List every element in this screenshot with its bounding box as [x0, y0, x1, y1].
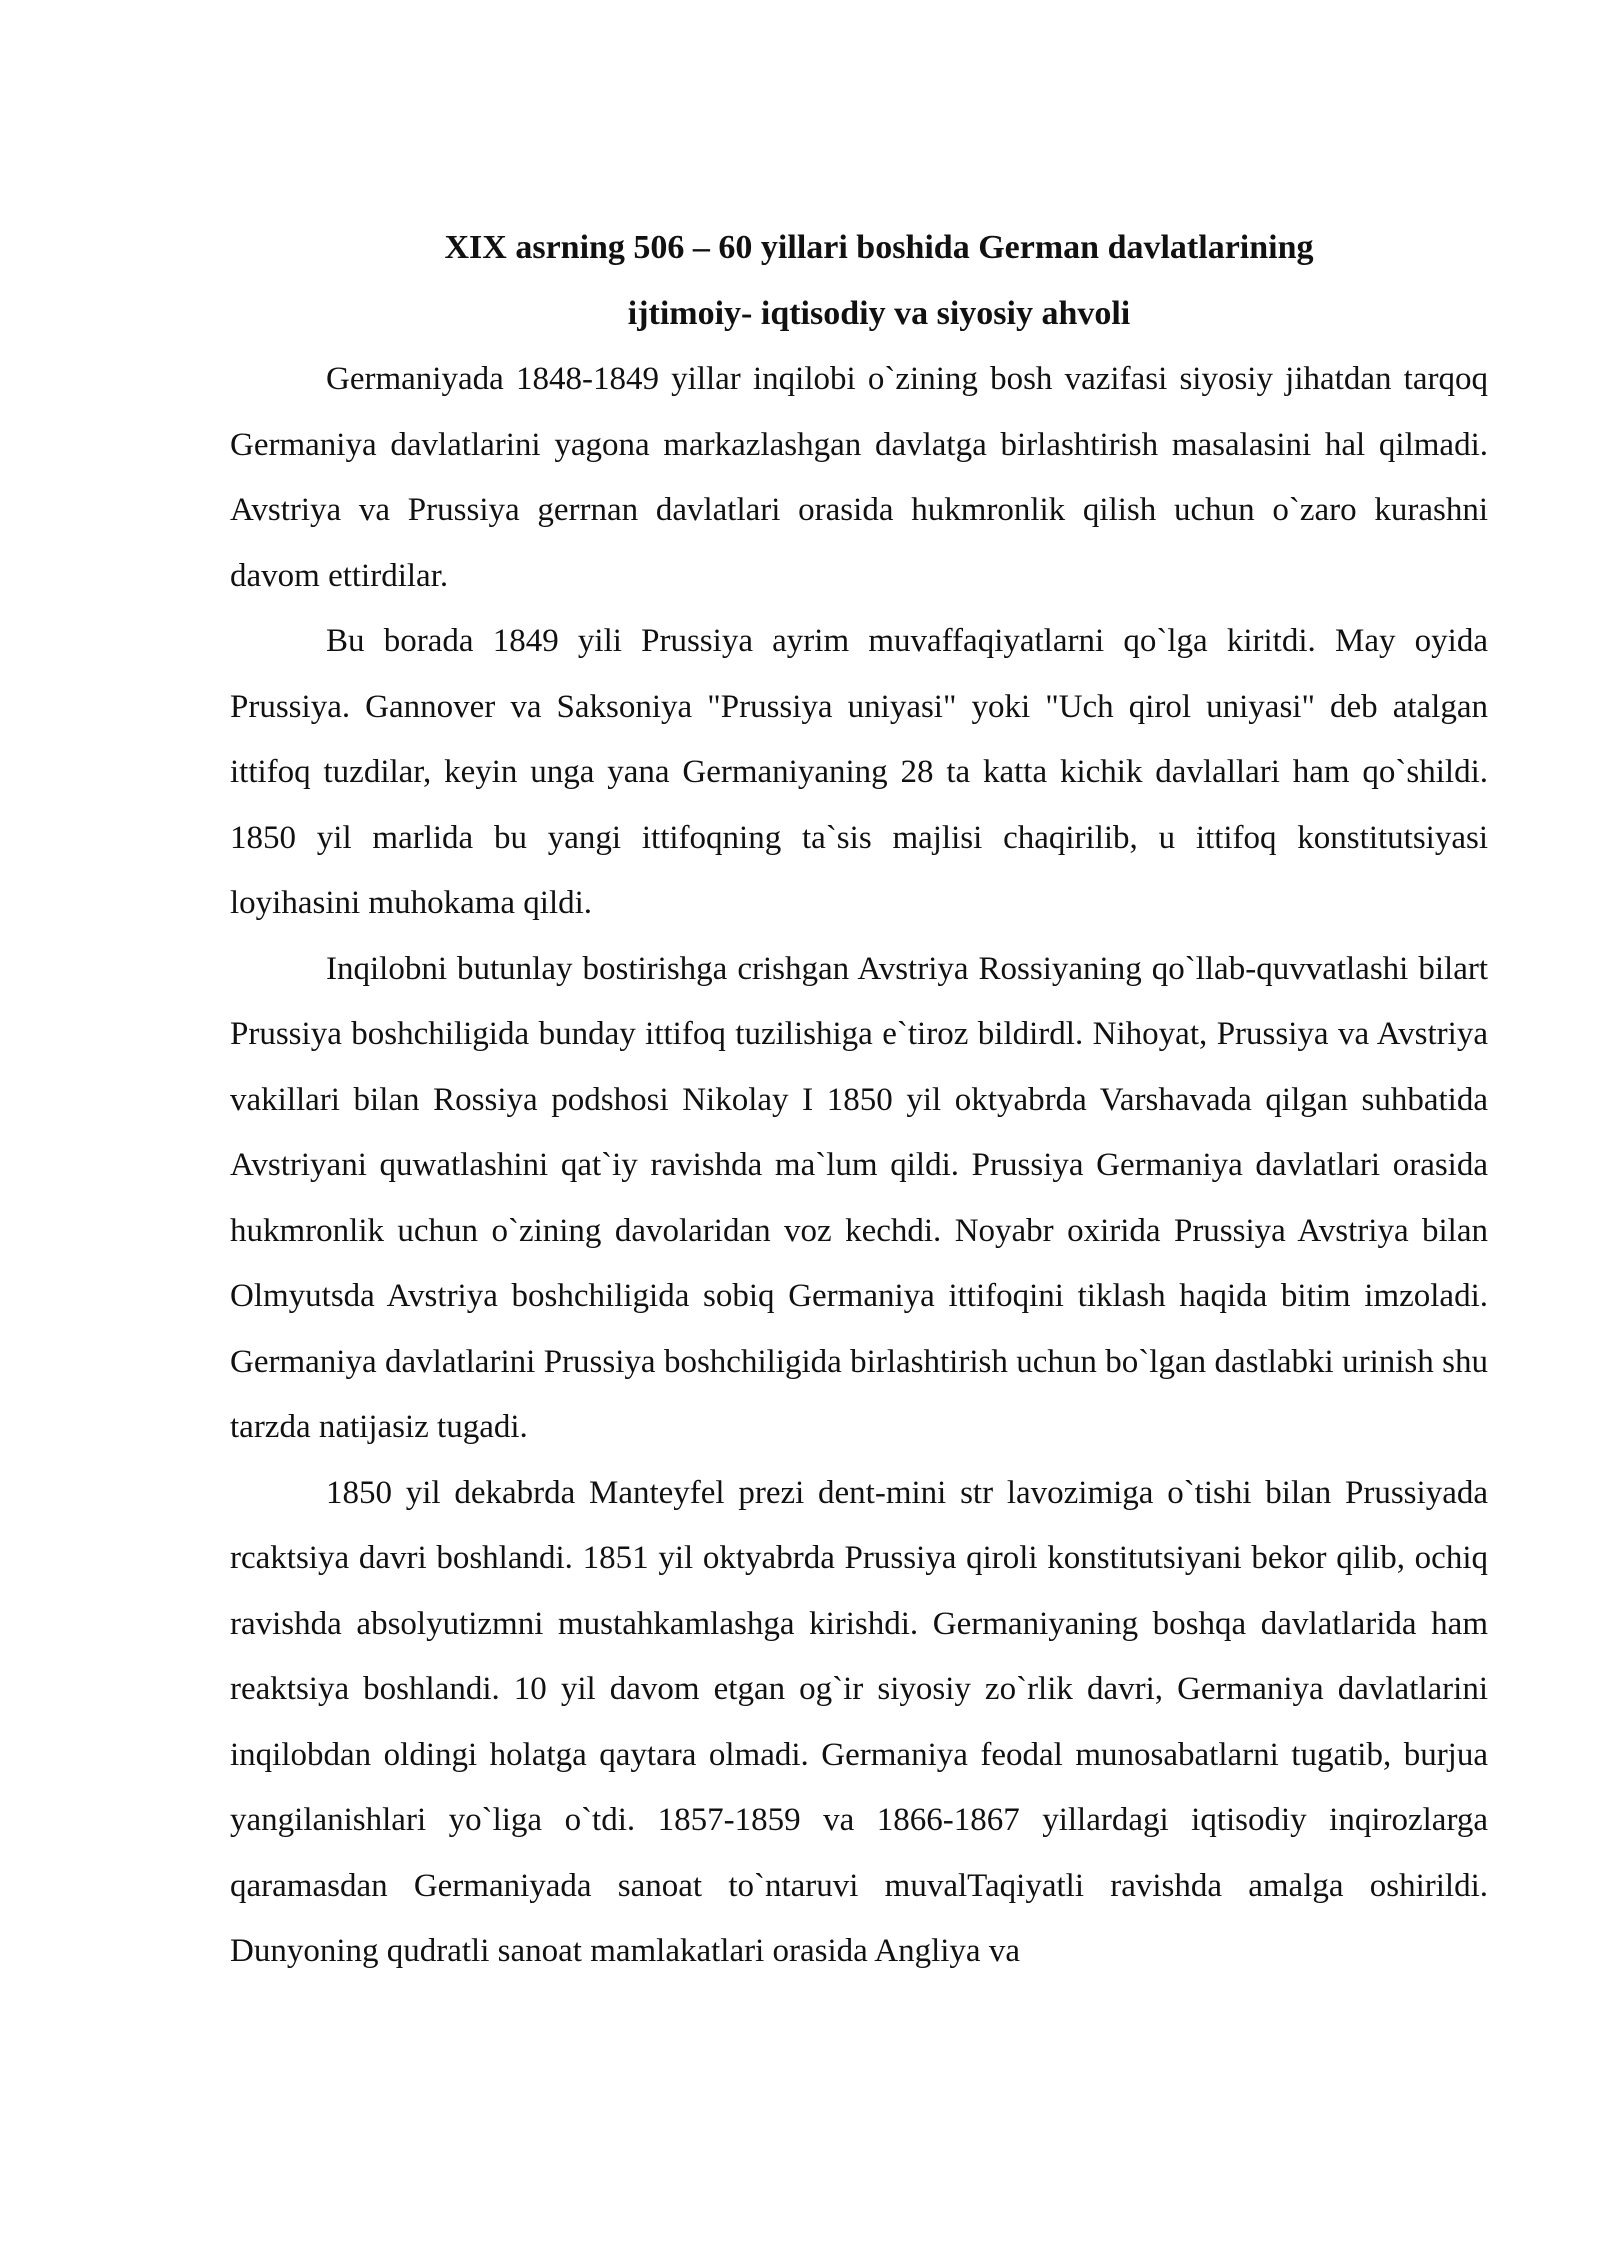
paragraph-1: Germaniyada 1848-1849 yillar inqilobi o`zining bosh vazifasi siyosiy jihatdan tarqoq Germaniya davlatlarini yagona markazlashgan davlatga birlashtirish masalasini hal qilmadi. Avstriya va Prussiya gerrnan davlatlari orasida hukmronlik qilish uchun o`zaro kurashni davom ettirdilar. [230, 361, 1488, 594]
title-line-2: ijtimoiy- iqtisodiy va siyosiy ahvoli [627, 295, 1131, 332]
paragraph-2: Bu borada 1849 yili Prussiya ayrim muvaffaqiyatlarni qo`lga kiritdi. May oyida Prussiya. Gannover va Saksoniya "Prussiya uniyasi" yoki "Uch qirol uniyasi" deb atalgan ittifoq tuzdilar, keyin unga yana Germaniyaning 28 ta katta kichik davlallari ham qo`shildi. 1850 yil marlida bu yangi ittifoqning ta`sis majlisi chaqirilib, u ittifoq konstitutsiyasi loyihasini muhokama qildi. [230, 623, 1488, 921]
document-title [230, 215, 1488, 347]
paragraph-3: Inqilobni butunlay bostirishga crishgan Avstriya Rossiyaning qo`llab-quvvatlashi bilart Prussiya boshchiligida bunday ittifoq tuzilishiga e`tiroz bildirdl. Nihoyat, Prussiya va Avstriya vakillari bilan Rossiya podshosi Nikolay I 1850 yil oktyabrda Varshavada qilgan suhbatida Avstriyani quwatlashini qat`iy ravishda ma`lum qildi. Prussiya Germaniya davlatlari orasida hukmronlik uchun o`zining davolaridan voz kechdi. Noyabr oxirida Prussiya Avstriya bilan Olmyutsda Avstriya boshchiligida sobiq Germaniya ittifoqini tiklash haqida bitim imzoladi. Germaniya davlatlarini Prussiya boshchiligida birlashtirish uchun bo`lgan dastlabki urinish shu tarzda natijasiz tugadi. [230, 950, 1488, 1445]
paragraph-4: 1850 yil dekabrda Manteyfel prezi dent-mini str lavozimiga o`tishi bilan Prussiyada rcaktsiya davri boshlandi. 1851 yil oktyabrda Prussiya qiroli konstitutsiyani bekor qilib, ochiq ravishda absolyutizmni mustahkamlashga kirishdi. Germaniyaning boshqa davlatlarida ham reaktsiya boshlandi. 10 yil davom etgan og`ir siyosiy zo`rlik davri, Germaniya davlatlarini inqilobdan oldingi holatga qaytara olmadi. Germaniya feodal munosabatlarni tugatib, burjua yangilanishlari yo`liga o`tdi. 1857-1859 va 1866-1867 yillardagi iqtisodiy inqirozlarga qaramasdan Germaniyada sanoat to`ntaruvi muvalTaqiyatli ravishda amalga oshirildi. Dunyoning qudratli sanoat mamlakatlari orasida Angliya va [230, 1474, 1488, 1969]
title-line-1: XIX asrning 506 – 60 yillari boshida German davlatlarining [444, 229, 1314, 266]
document-body [230, 215, 1488, 1985]
